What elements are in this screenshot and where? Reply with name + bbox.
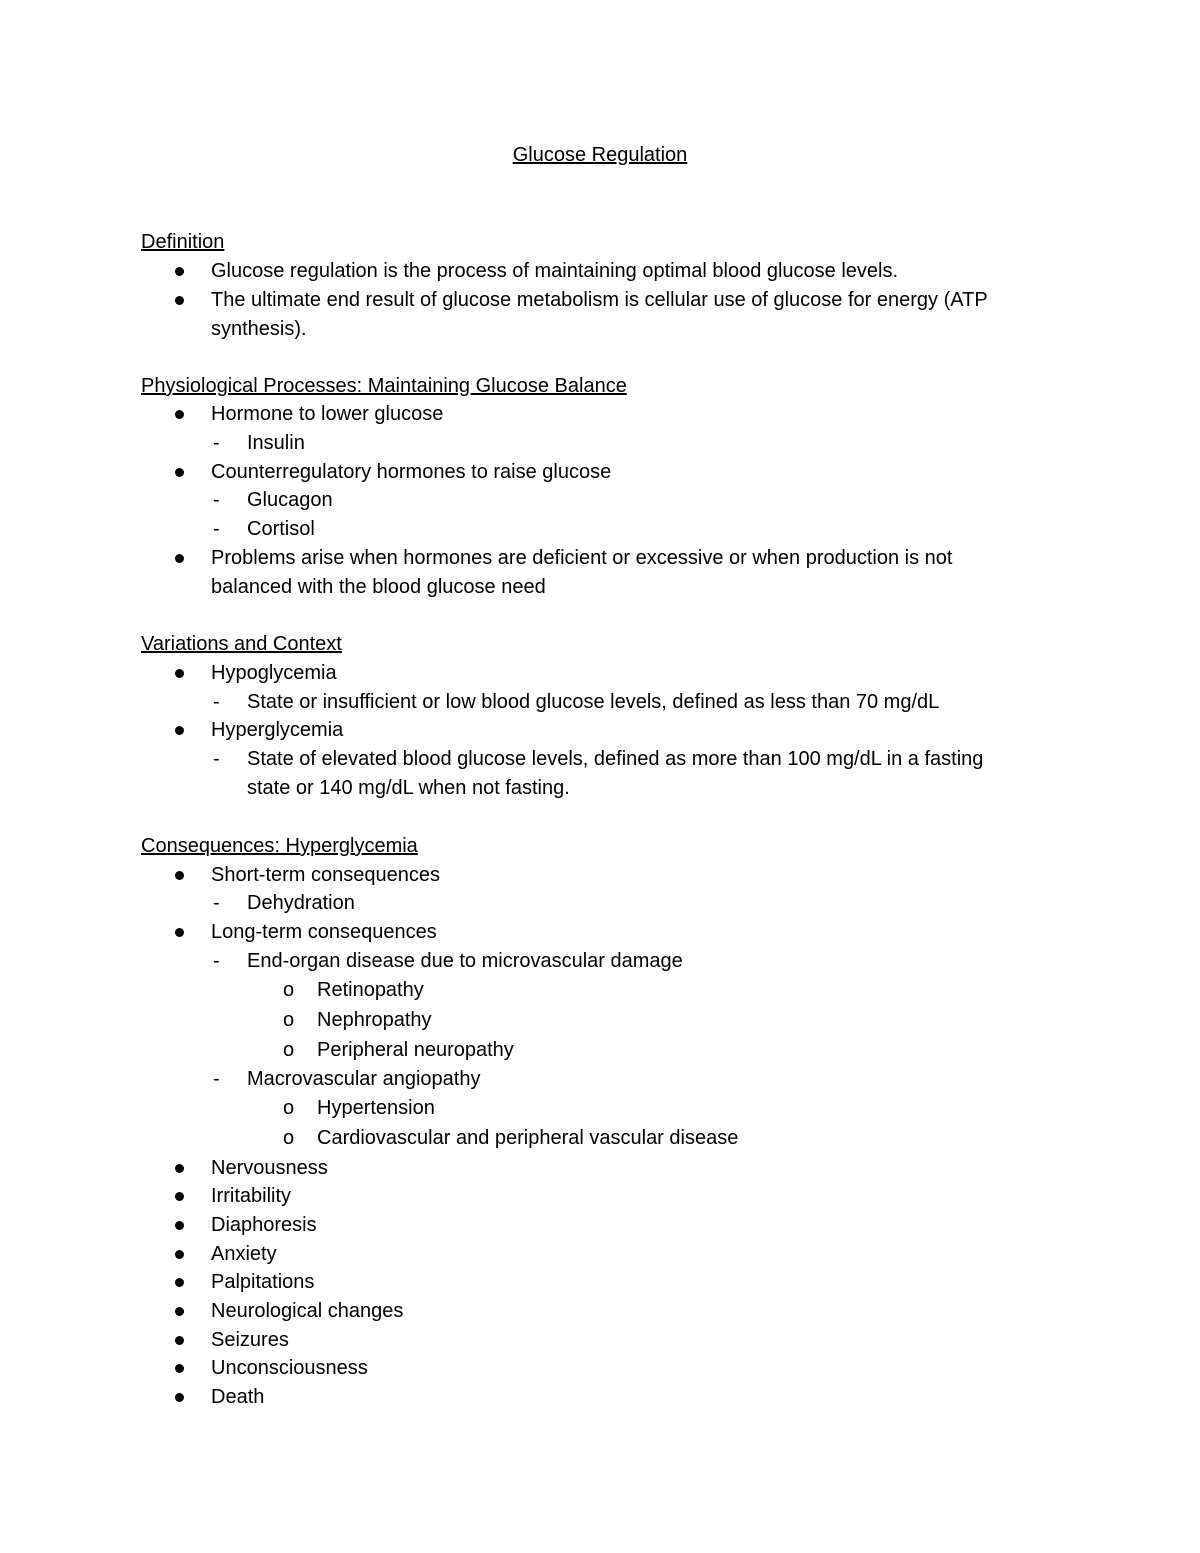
sub-sub-list-item: Hypertension bbox=[317, 1097, 435, 1119]
sub-list-item: Cortisol bbox=[247, 518, 315, 540]
bullet-icon bbox=[175, 267, 184, 276]
circle-marker: o bbox=[283, 1039, 295, 1061]
bullet-icon bbox=[175, 1364, 184, 1373]
page-title: Glucose Regulation bbox=[512, 144, 688, 166]
circle-marker: o bbox=[283, 1127, 295, 1149]
bullet-icon bbox=[175, 468, 184, 477]
dash-marker: - bbox=[213, 489, 220, 511]
list-item: Counterregulatory hormones to raise glucose bbox=[211, 461, 612, 483]
bullet-icon bbox=[175, 1307, 184, 1316]
sub-sub-list-item: Cardiovascular and peripheral vascular disease bbox=[317, 1127, 739, 1149]
list-item: Hyperglycemia bbox=[211, 719, 344, 741]
list-item: The ultimate end result of glucose metabolism is cellular use of glucose for energy (ATP bbox=[211, 289, 988, 311]
list-item: Palpitations bbox=[211, 1271, 315, 1293]
circle-marker: o bbox=[283, 1097, 295, 1119]
list-item: Diaphoresis bbox=[211, 1214, 317, 1236]
list-item-continuation: balanced with the blood glucose need bbox=[211, 576, 546, 598]
sub-list-item: Macrovascular angiopathy bbox=[247, 1068, 481, 1090]
list-item: Anxiety bbox=[211, 1243, 277, 1265]
bullet-icon bbox=[175, 296, 184, 305]
bullet-icon bbox=[175, 726, 184, 735]
dash-marker: - bbox=[213, 518, 220, 540]
bullet-icon bbox=[175, 1393, 184, 1402]
list-item: Hormone to lower glucose bbox=[211, 403, 444, 425]
section-heading-definition: Definition bbox=[141, 231, 225, 253]
sub-sub-list-item: Nephropathy bbox=[317, 1009, 432, 1031]
bullet-icon bbox=[175, 554, 184, 563]
list-item: Irritability bbox=[211, 1185, 292, 1207]
sub-list-item: State of elevated blood glucose levels, defined as more than 100 mg/dL in a fasting bbox=[247, 748, 984, 770]
dash-marker: - bbox=[213, 432, 220, 454]
list-item: Short-term consequences bbox=[211, 864, 441, 886]
sub-list-item-continuation: state or 140 mg/dL when not fasting. bbox=[247, 777, 570, 799]
list-item: Nervousness bbox=[211, 1157, 328, 1179]
sub-list-item: Glucagon bbox=[247, 489, 333, 511]
section-heading-variations: Variations and Context bbox=[141, 633, 342, 655]
sub-sub-list-item: Retinopathy bbox=[317, 979, 424, 1001]
bullet-icon bbox=[175, 1164, 184, 1173]
bullet-icon bbox=[175, 928, 184, 937]
bullet-icon bbox=[175, 1221, 184, 1230]
list-item: Seizures bbox=[211, 1329, 289, 1351]
sub-list-item: State or insufficient or low blood glucose levels, defined as less than 70 mg/dL bbox=[247, 691, 940, 713]
list-item: Glucose regulation is the process of maintaining optimal blood glucose levels. bbox=[211, 260, 899, 282]
dash-marker: - bbox=[213, 691, 220, 713]
bullet-icon bbox=[175, 1250, 184, 1259]
dash-marker: - bbox=[213, 892, 220, 914]
list-item: Unconsciousness bbox=[211, 1357, 368, 1379]
bullet-icon bbox=[175, 1336, 184, 1345]
bullet-icon bbox=[175, 1192, 184, 1201]
bullet-icon bbox=[175, 1278, 184, 1287]
section-heading-consequences: Consequences: Hyperglycemia bbox=[141, 835, 418, 857]
list-item: Long-term consequences bbox=[211, 921, 437, 943]
list-item: Neurological changes bbox=[211, 1300, 404, 1322]
list-item-continuation: synthesis). bbox=[211, 318, 307, 340]
circle-marker: o bbox=[283, 979, 295, 1001]
dash-marker: - bbox=[213, 1068, 220, 1090]
sub-sub-list-item: Peripheral neuropathy bbox=[317, 1039, 514, 1061]
list-item: Hypoglycemia bbox=[211, 662, 337, 684]
list-item: Death bbox=[211, 1386, 265, 1408]
dash-marker: - bbox=[213, 748, 220, 770]
sub-list-item: Insulin bbox=[247, 432, 305, 454]
dash-marker: - bbox=[213, 950, 220, 972]
list-item: Problems arise when hormones are deficient or excessive or when production is not bbox=[211, 547, 953, 569]
bullet-icon bbox=[175, 410, 184, 419]
circle-marker: o bbox=[283, 1009, 295, 1031]
sub-list-item: End-organ disease due to microvascular damage bbox=[247, 950, 683, 972]
bullet-icon bbox=[175, 871, 184, 880]
section-heading-physiological: Physiological Processes: Maintaining Glucose Balance bbox=[141, 375, 627, 397]
sub-list-item: Dehydration bbox=[247, 892, 355, 914]
bullet-icon bbox=[175, 669, 184, 678]
